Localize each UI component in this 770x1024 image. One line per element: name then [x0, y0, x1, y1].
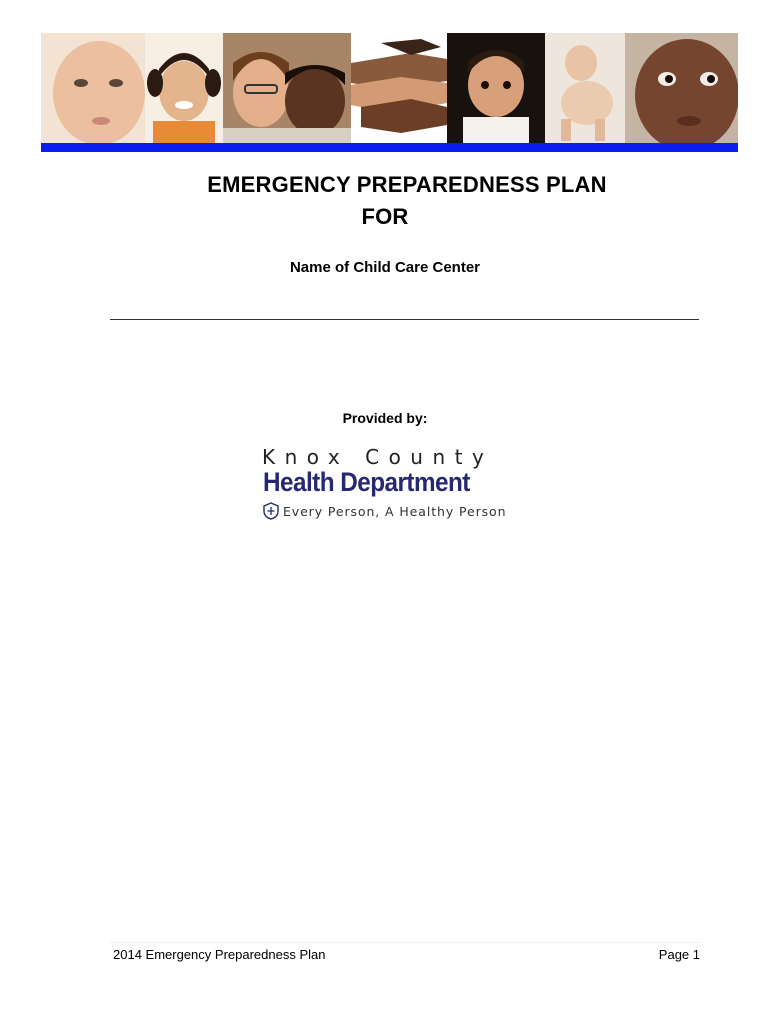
footer-page-number: Page 1 [658, 947, 700, 962]
logo-tagline: Every Person, A Healthy Person [283, 503, 507, 519]
crawling-baby-photo [545, 33, 625, 143]
toddler-photo [447, 33, 545, 143]
center-name-fill-line [110, 319, 699, 320]
document-title-for: FOR [361, 204, 409, 229]
knox-county-health-department-logo [262, 445, 507, 521]
girl-with-pigtails-photo [145, 33, 223, 143]
provided-by-label: Provided by: [342, 410, 428, 426]
logo-tagline-row [262, 502, 507, 520]
document-title: EMERGENCY PREPAREDNESS PLAN [207, 172, 607, 197]
baby-closeup-photo [625, 33, 738, 143]
stacked-hands-photo [351, 33, 447, 143]
header-accent-bar [41, 143, 738, 152]
baby-face-photo [41, 33, 145, 143]
two-boys-photo [223, 33, 351, 143]
logo-department-text: Health Department [263, 467, 470, 497]
logo-county-text: Knox County [262, 445, 494, 469]
child-care-center-name-label: Name of Child Care Center [289, 259, 481, 276]
header-photo-banner [41, 33, 738, 143]
footer-divider [110, 942, 701, 943]
footer-document-name: 2014 Emergency Preparedness Plan [113, 947, 326, 962]
shield-icon [262, 502, 280, 520]
